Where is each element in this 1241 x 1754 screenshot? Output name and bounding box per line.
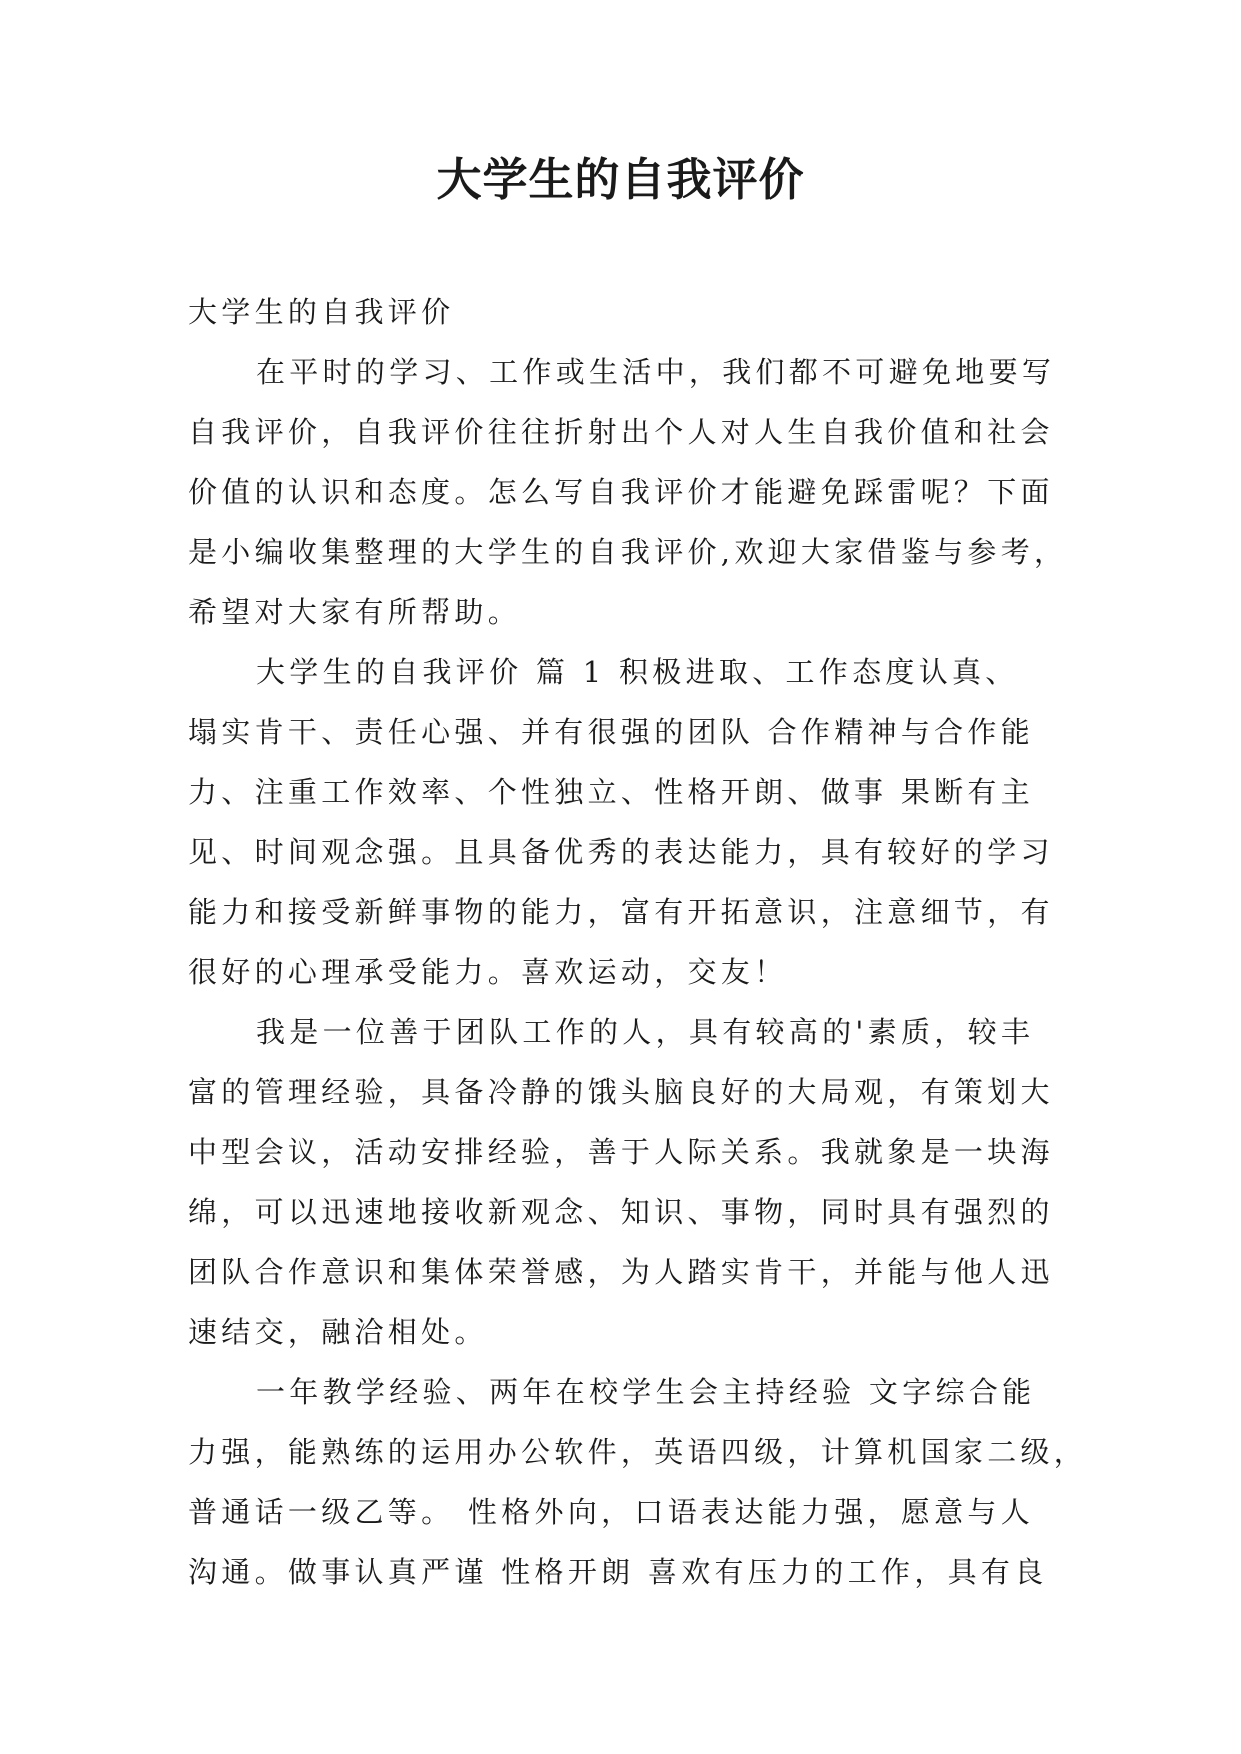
section-1-line: 能力和接受新鲜事物的能力，富有开拓意识，注意细节，有	[188, 895, 1054, 929]
section-1-line: 见、时间观念强。且具备优秀的表达能力，具有较好的学习	[188, 835, 1054, 869]
paragraph-2-line: 中型会议，活动安排经验，善于人际关系。我就象是一块海	[188, 1135, 1054, 1169]
intro-line: 价值的认识和态度。怎么写自我评价才能避免踩雷呢？下面	[188, 475, 1054, 509]
paragraph-2-line: 我是一位善于团队工作的人，具有较高的'素质，较丰	[256, 1015, 1035, 1049]
paragraph-2-line: 绵，可以迅速地接收新观念、知识、事物，同时具有强烈的	[188, 1195, 1054, 1229]
paragraph-3-line: 沟通。做事认真严谨 性格开朗 喜欢有压力的工作，具有良	[188, 1555, 1048, 1589]
intro-line: 自我评价，自我评价往往折射出个人对人生自我价值和社会	[188, 415, 1054, 449]
document-body	[188, 282, 1088, 1602]
intro-line: 在平时的学习、工作或生活中，我们都不可避免地要写	[256, 355, 1056, 389]
document-title: 大学生的自我评价	[436, 153, 805, 206]
paragraph-3-line: 一年教学经验、两年在校学生会主持经验 文字综合能	[256, 1375, 1036, 1409]
section-1-line: 很好的心理承受能力。喜欢运动，交友！	[188, 955, 788, 989]
section-1-line: 塌实肯干、责任心强、并有很强的团队 合作精神与合作能	[188, 715, 1035, 749]
intro-line: 是小编收集整理的大学生的自我评价,欢迎大家借鉴与参考，	[188, 535, 1068, 569]
paragraph-3-line: 力强，能熟练的运用办公软件，英语四级，计算机国家二级，	[188, 1435, 1088, 1469]
paragraph-2-line: 富的管理经验，具备冷静的饿头脑良好的大局观，有策划大	[188, 1075, 1054, 1109]
paragraph-3-line: 普通话一级乙等。 性格外向，口语表达能力强，愿意与人	[188, 1495, 1035, 1529]
section-1-line: 大学生的自我评价 篇 1 积极进取、工作态度认真、	[256, 655, 1019, 689]
section-1-line: 力、注重工作效率、个性独立、性格开朗、做事 果断有主	[188, 775, 1035, 809]
paragraph-2-line: 团队合作意识和集体荣誉感，为人踏实肯干，并能与他人迅	[188, 1255, 1054, 1289]
intro-line: 希望对大家有所帮助。	[188, 595, 522, 629]
subtitle-line: 大学生的自我评价	[188, 295, 455, 329]
paragraph-2-line: 速结交，融洽相处。	[188, 1315, 488, 1349]
